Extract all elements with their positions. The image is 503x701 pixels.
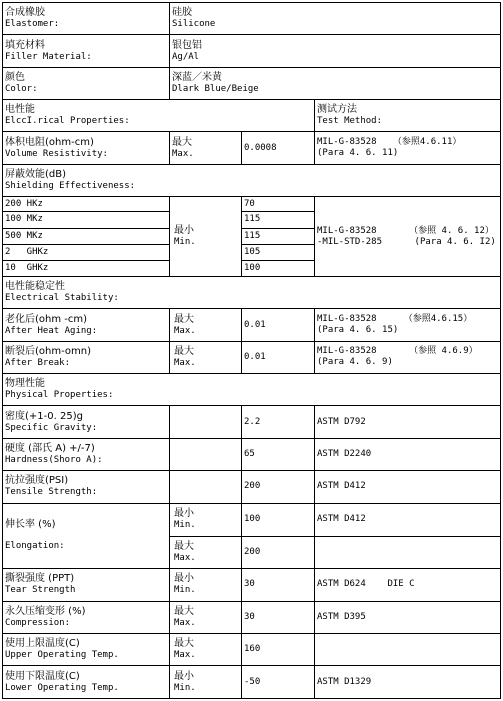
shielding-limit-zh: 最小 (174, 225, 194, 237)
lower-temp-limit-cell (170, 666, 242, 699)
lower-temp-row (3, 666, 501, 699)
elongation-max-method (315, 536, 501, 568)
color-value-en: Dlark Blue/Beige (172, 83, 259, 94)
resistivity-limit-en: Max. (172, 148, 194, 159)
tear-limit-cell (170, 569, 242, 601)
shielding-limit-cell (170, 197, 242, 277)
elongation-max-en: Max. (174, 553, 196, 564)
after-break-method-1: MIL-G-83528 （参照 4.6.9） (317, 346, 478, 357)
hardness-label-zh: 硬度 (部氏 A) +/-7) (5, 442, 95, 454)
elongation-min-row (3, 503, 501, 536)
resistivity-method-cell (315, 132, 501, 164)
gravity-label-zh: 密度(+1-0. 25)g (5, 410, 83, 422)
shielding-row (3, 197, 501, 212)
shielding-freq-0: 200 HKz (3, 197, 170, 212)
tensile-label-en: Tensile Strength: (5, 487, 98, 498)
hardness-row (3, 438, 501, 470)
after-break-limit-zh: 最大 (174, 345, 194, 357)
test-method-zh: 测试方法 (317, 104, 357, 116)
elongation-method: ASTM D412 (315, 503, 501, 536)
test-method-en: Test Method: (317, 116, 383, 127)
shielding-value-3: 105 (242, 244, 315, 260)
tensile-label-cell (3, 471, 170, 503)
filler-row (3, 35, 501, 67)
shielding-section-zh: 屏蔽效能(dB) (5, 168, 67, 180)
elongation-max-zh: 最大 (174, 541, 194, 553)
filler-value-zh: 银包铝 (172, 39, 202, 51)
upper-temp-value: 160 (242, 633, 315, 665)
resistivity-label-zh: 体积电阻(ohm-cm) (5, 136, 94, 148)
material-value-zh: 硅胶 (172, 7, 192, 19)
shielding-value-2: 115 (242, 228, 315, 244)
filler-value-cell (170, 35, 501, 67)
material-row (3, 3, 501, 35)
heat-aging-method-2: (Para 4. 6. 15) (317, 325, 399, 336)
electrical-section-cell (3, 100, 315, 132)
shielding-value-0: 70 (242, 197, 315, 212)
shielding-section-en: Shielding Effectiveness: (5, 180, 136, 191)
spec-table (2, 2, 501, 699)
filler-label-cell (3, 35, 170, 67)
gravity-label-en: Specific Gravity: (5, 422, 98, 433)
lower-temp-label-zh: 使用下限温度(C) (5, 670, 80, 682)
physical-section-zh: 物理性能 (5, 378, 45, 390)
heat-aging-label-zh: 老化后(ohm -cm) (5, 313, 88, 325)
stability-section-row (3, 277, 501, 309)
compression-row (3, 601, 501, 633)
elongation-max-cell (170, 536, 242, 568)
heat-aging-value: 0.01 (242, 309, 315, 341)
heat-aging-limit-zh: 最大 (174, 313, 194, 325)
electrical-section-zh: 电性能 (5, 104, 35, 116)
tensile-method: ASTM D412 (315, 471, 501, 503)
physical-section-en: Physical Properties: (5, 390, 114, 401)
shielding-method-1: MIL-G-83528 （参照 4. 6. 12） (317, 225, 494, 236)
shielding-limit-en: Min. (174, 237, 196, 248)
tear-limit-zh: 最小 (174, 573, 194, 585)
lower-temp-limit-zh: 最小 (174, 670, 194, 682)
tensile-row (3, 471, 501, 503)
lower-temp-label-cell (3, 666, 170, 699)
upper-temp-label-en: Upper Operating Temp. (5, 650, 119, 661)
after-break-label-en: After Break: (5, 357, 71, 368)
after-break-limit-en: Max. (174, 357, 196, 368)
hardness-label-en: Hardness(Shoro A): (5, 454, 103, 465)
upper-temp-limit-en: Max. (174, 650, 196, 661)
electrical-section-row (3, 100, 501, 132)
upper-temp-limit-cell (170, 633, 242, 665)
heat-aging-limit-en: Max. (174, 325, 196, 336)
gravity-method: ASTM D792 (315, 406, 501, 438)
filler-label-en: Filler Material: (5, 51, 92, 62)
shielding-method-cell (315, 197, 501, 277)
filler-value-en: Ag/Al (172, 51, 200, 62)
hardness-limit-cell (170, 438, 242, 470)
after-break-label-zh: 断裂后(ohm-omn) (5, 345, 91, 357)
elongation-label-cell (3, 503, 170, 569)
hardness-label-cell (3, 438, 170, 470)
tensile-value: 200 (242, 471, 315, 503)
compression-label-en: Compression: (5, 617, 71, 628)
hardness-method: ASTM D2240 (315, 438, 501, 470)
heat-aging-row (3, 309, 501, 341)
lower-temp-method: ASTM D1329 (315, 666, 501, 699)
filler-label-zh: 填充材料 (5, 39, 45, 51)
tear-limit-en: Min. (174, 585, 196, 596)
heat-aging-label-cell (3, 309, 170, 341)
elongation-min-en: Min. (174, 520, 196, 531)
shielding-value-4: 100 (242, 260, 315, 276)
gravity-limit-cell (170, 406, 242, 438)
compression-label-cell (3, 601, 170, 633)
elongation-min-zh: 最小 (174, 508, 194, 520)
physical-section-row (3, 374, 501, 406)
elongation-min-value: 100 (242, 503, 315, 536)
shielding-freq-2: 500 MKz (3, 228, 170, 244)
color-label-cell (3, 67, 170, 99)
tear-label-en: Tear Strength (5, 585, 76, 596)
elongation-max-value: 200 (242, 536, 315, 568)
gravity-value: 2.2 (242, 406, 315, 438)
heat-aging-method-1: MIL-G-83528 （参照4.6.15） (317, 314, 473, 325)
test-method-cell (315, 100, 501, 132)
tear-method: ASTM D624 DIE C (315, 569, 501, 601)
stability-section-en: Electrical Stability: (5, 293, 119, 304)
tear-label-cell (3, 569, 170, 601)
color-label-zh: 颜色 (5, 71, 25, 83)
compression-method: ASTM D395 (315, 601, 501, 633)
shielding-freq-1: 100 MKz (3, 212, 170, 228)
compression-limit-zh: 最大 (174, 605, 194, 617)
shielding-freq-4: 10 GHKz (3, 260, 170, 276)
compression-limit-en: Max. (174, 617, 196, 628)
elongation-label-zh: 伸长率 (%) (5, 519, 56, 531)
color-row (3, 67, 501, 99)
stability-section-cell (3, 277, 501, 309)
after-break-value: 0.01 (242, 341, 315, 373)
after-break-row (3, 341, 501, 373)
resistivity-row (3, 132, 501, 164)
after-break-limit-cell (170, 341, 242, 373)
compression-limit-cell (170, 601, 242, 633)
shielding-section-row (3, 164, 501, 196)
upper-temp-label-cell (3, 633, 170, 665)
resistivity-label-en: Volume Resistivity: (5, 148, 108, 159)
tensile-limit-cell (170, 471, 242, 503)
shielding-value-1: 115 (242, 212, 315, 228)
after-break-method-2: (Para 4. 6. 9) (317, 357, 393, 368)
tear-row (3, 569, 501, 601)
hardness-value: 65 (242, 438, 315, 470)
lower-temp-value: -50 (242, 666, 315, 699)
upper-temp-limit-zh: 最大 (174, 638, 194, 650)
compression-label-zh: 永久压缩变形 (%) (5, 605, 86, 617)
heat-aging-method-cell (315, 309, 501, 341)
after-break-method-cell (315, 341, 501, 373)
material-value-en: Silicone (172, 19, 216, 30)
after-break-label-cell (3, 341, 170, 373)
color-value-zh: 深蓝／米黄 (172, 71, 222, 83)
tear-value: 30 (242, 569, 315, 601)
elongation-min-cell (170, 503, 242, 536)
material-label-cell (3, 3, 170, 35)
color-value-cell (170, 67, 501, 99)
physical-section-cell (3, 374, 501, 406)
material-label-zh: 合成橡胶 (5, 7, 45, 19)
tensile-label-zh: 抗拉强度(PSI) (5, 475, 69, 487)
shielding-method-2: -MIL-STD-285 (Para 4. 6. I2) (317, 236, 496, 247)
material-label-en: Elastomer: (5, 19, 60, 30)
electrical-section-en: ElccI.rical Properties: (5, 116, 130, 127)
elongation-label-en: Elongation: (5, 541, 65, 552)
shielding-section-cell (3, 164, 501, 196)
upper-temp-row (3, 633, 501, 665)
color-label-en: Color: (5, 83, 38, 94)
material-value-cell (170, 3, 501, 35)
resistivity-method-1: MIL-G-83528 （参照4.6.11） (317, 137, 462, 148)
compression-value: 30 (242, 601, 315, 633)
gravity-label-cell (3, 406, 170, 438)
resistivity-limit-zh: 最大 (172, 136, 192, 148)
resistivity-limit-cell (170, 132, 242, 164)
heat-aging-label-en: After Heat Aging: (5, 325, 98, 336)
resistivity-method-2: (Para 4. 6. 11) (317, 148, 399, 159)
lower-temp-label-en: Lower Operating Temp. (5, 682, 119, 693)
heat-aging-limit-cell (170, 309, 242, 341)
tear-label-zh: 撕裂强度 (PPT) (5, 573, 75, 585)
lower-temp-limit-en: Min. (174, 682, 196, 693)
stability-section-zh: 电性能稳定性 (5, 281, 65, 293)
upper-temp-label-zh: 使用上限温度(C) (5, 638, 80, 650)
upper-temp-method (315, 633, 501, 665)
gravity-row (3, 406, 501, 438)
shielding-freq-3: 2 GHKz (3, 244, 170, 260)
resistivity-label-cell (3, 132, 170, 164)
resistivity-value: 0.0008 (242, 132, 315, 164)
